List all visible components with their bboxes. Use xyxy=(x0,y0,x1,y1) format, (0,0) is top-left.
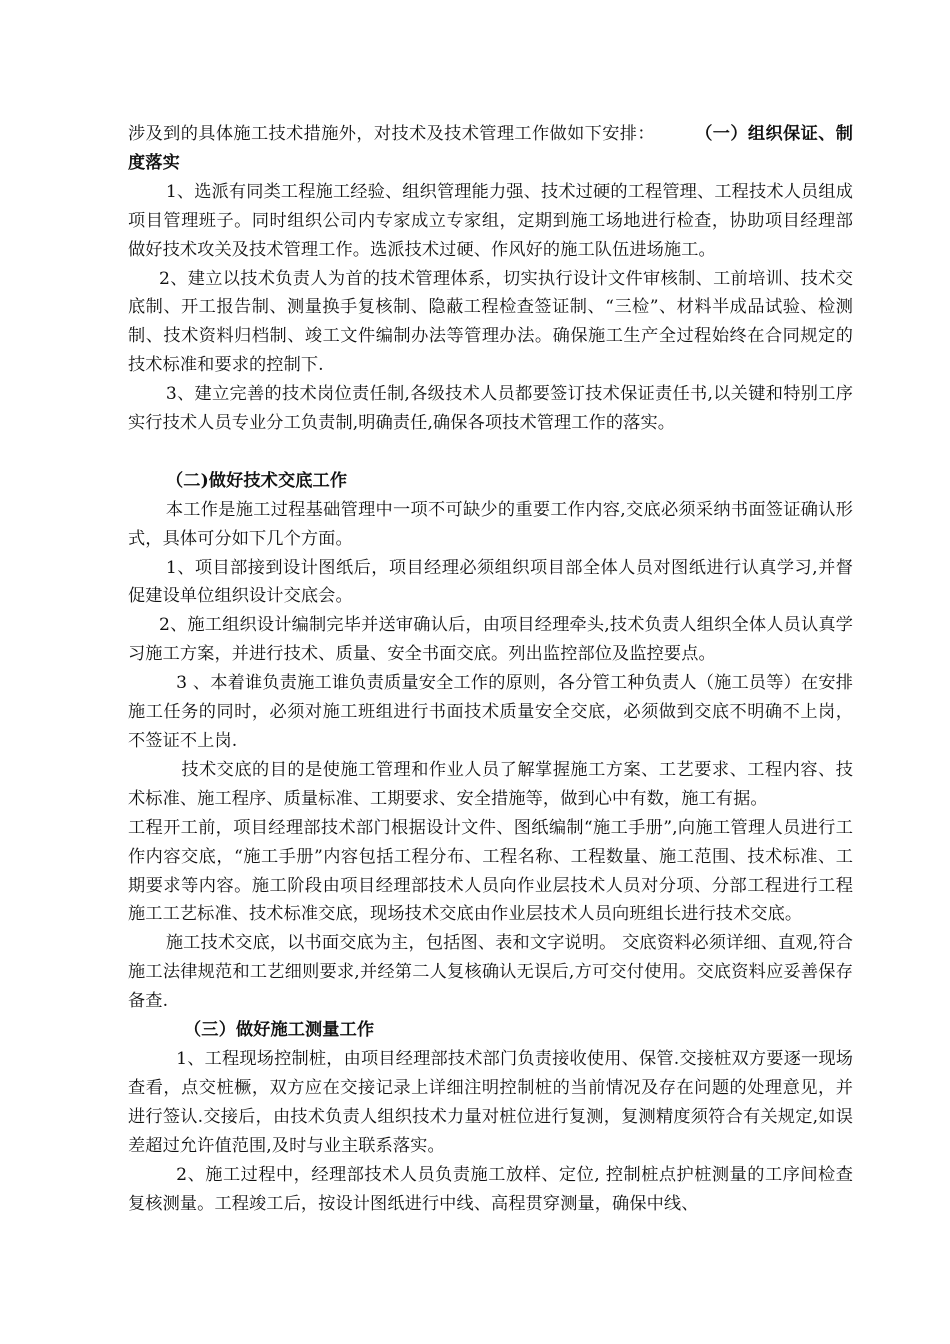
section2-purpose: 技术交底的目的是使施工管理和作业人员了解掌握施工方案、工艺要求、工程内容、技术标准、施工程序、质量标准、工期要求、安全措施等，做到心中有数，施工有据。 xyxy=(128,759,853,809)
blank-line xyxy=(128,438,853,467)
section1-item-1: 1、选派有同类工程施工经验、组织管理能力强、技术过硬的工程管理、工程技术人员组成项目管理班子。同时组织公司内专家成立专家组，定期到施工场地进行检查，协助项目经理部做好技术攻关及技术管理工作。选派技术过硬、作风好的施工队伍进场施工。 xyxy=(128,181,853,260)
intro-paragraph xyxy=(128,120,853,178)
document-body xyxy=(128,120,853,1218)
section2-form: 施工技术交底，以书面交底为主，包括图、表和文字说明。 交底资料必须详细、直观,符合施工法律规范和工艺细则要求,并经第二人复核确认无误后,方可交付使用。交底资料应妥善保存备查. xyxy=(128,933,853,1012)
section2-heading: （二)做好技术交底工作 xyxy=(166,470,348,491)
section1-item-3: 3、建立完善的技术岗位责任制,各级技术人员都要签订技术保证责任书,以关键和特别工序实行技术人员专业分工负责制,明确责任,确保各项技术管理工作的落实。 xyxy=(128,384,853,434)
section2-intro: 本工作是施工过程基础管理中一项不可缺少的重要工作内容,交底必须采纳书面签证确认形式，具体可分如下几个方面。 xyxy=(128,499,853,549)
section1-item-2: 2、建立以技术负责人为首的技术管理体系，切实执行设计文件审核制、工前培训、技术交底制、开工报告制、测量换手复核制、隐蔽工程检查签证制、“三检”、材料半成品试验、检测制、技术资料归档制、竣工文件编制办法等管理办法。确保施工生产全过程始终在合同规定的技术标准和要求的控制下. xyxy=(128,268,853,376)
section3-item-1: 1、工程现场控制桩，由项目经理部技术部门负责接收使用、保管.交接桩双方要逐一现场查看，点交桩橛，双方应在交接记录上详细注明控制桩的当前情况及存在问题的处理意见，并进行签认.交接后，由技术负责人组织技术力量对桩位进行复测，复测精度须符合有关规定,如误差超过允许值范围,及时与业主联系落实。 xyxy=(128,1048,853,1156)
section2-item-2: 2、施工组织设计编制完毕并送审确认后，由项目经理牵头,技术负责人组织全体人员认真学习施工方案，并进行技术、质量、安全书面交底。列出监控部位及监控要点。 xyxy=(128,615,853,665)
section2-manual: 工程开工前，项目经理部技术部门根据设计文件、图纸编制“施工手册”,向施工管理人员进行工作内容交底，“施工手册”内容包括工程分布、工程名称、工程数量、施工范围、技术标准、工期要求等内容。施工阶段由项目经理部技术人员向作业层技术人员对分项、分部工程进行工程施工工艺标准、技术标准交底，现场技术交底由作业层技术人员向班组长进行技术交底。 xyxy=(128,817,853,925)
intro-text: 涉及到的具体施工技术措施外，对技术及技术管理工作做如下安排： xyxy=(128,124,655,144)
section2-item-3: 3 、本着谁负责施工谁负责质量安全工作的原则，各分管工种负责人（施工员等）在安排施工任务的同时，必须对施工班组进行书面技术质量安全交底，必须做到交底不明确不上岗，不签证不上岗. xyxy=(128,673,853,752)
section2-item-1: 1、项目部接到设计图纸后，项目经理必须组织项目部全体人员对图纸进行认真学习,并督促建设单位组织设计交底会。 xyxy=(128,557,853,607)
section1-heading: （一）组织保证、制度落实 xyxy=(128,124,853,173)
section3-item-2: 2、施工过程中，经理部技术人员负责施工放样、定位, 控制桩点护桩测量的工序间检查复核测量。工程竣工后，按设计图纸进行中线、高程贯穿测量，确保中线、 xyxy=(128,1164,853,1214)
section3-heading: （三）做好施工测量工作 xyxy=(184,1020,375,1041)
